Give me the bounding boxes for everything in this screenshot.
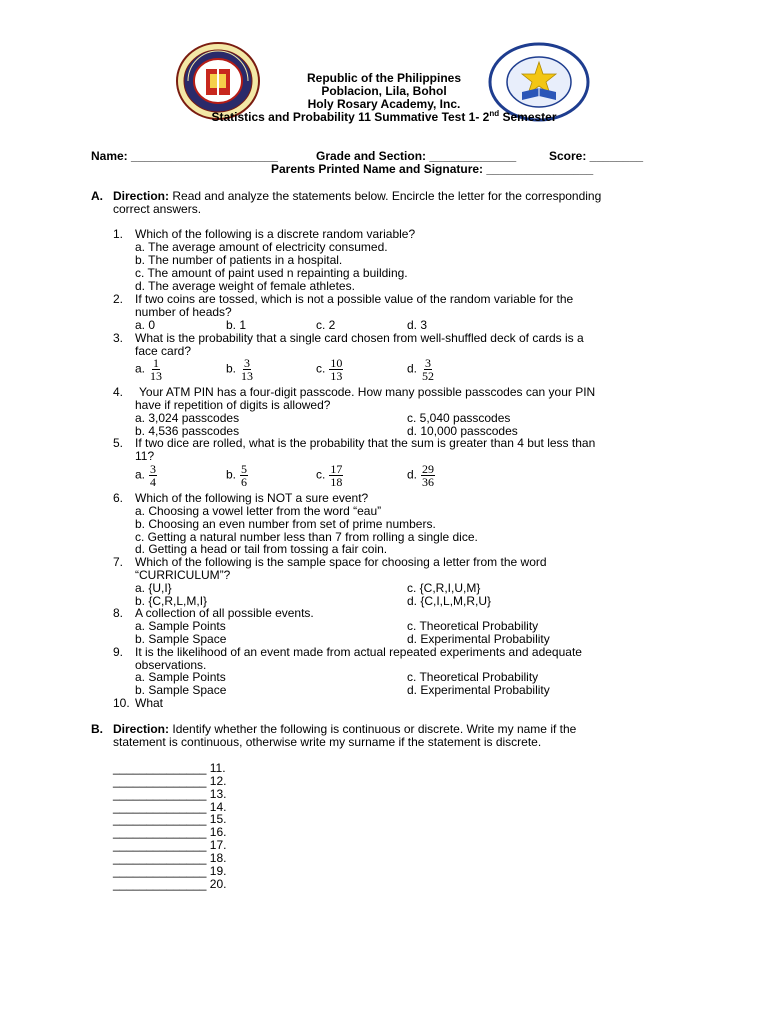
section-b-letter: B.: [91, 722, 103, 736]
section-a-direction-cont: correct answers.: [113, 202, 202, 216]
answer-blank[interactable]: ______________ 16.: [113, 825, 227, 839]
header-address: Poblacion, Lila, Bohol: [321, 84, 447, 98]
question-text: If two coins are tossed, which is not a possible value of the random variable for the: [135, 292, 574, 306]
option: d. 10,000 passcodes: [407, 424, 518, 438]
option-fraction: d. $\frac{3}{52}$: [407, 356, 435, 383]
answer-blank[interactable]: ______________ 12.: [113, 774, 227, 788]
header-school: Holy Rosary Academy, Inc.: [307, 97, 461, 111]
question-number: 5.: [113, 436, 124, 450]
option: b. Choosing an even number from set of prime numbers.: [135, 517, 436, 531]
option-fraction: c. $\frac{10}{13}$: [316, 356, 343, 383]
question-text-cont: have if repetition of digits is allowed?: [135, 398, 331, 412]
question-number: 7.: [113, 555, 124, 569]
option: c. {C,R,I,U,M}: [407, 581, 481, 595]
question-text-cont: number of heads?: [135, 305, 232, 319]
answer-blank[interactable]: ______________ 14.: [113, 800, 227, 814]
header-test-title: Statistics and Probability 11 Summative Test 1- 2nd Semester: [211, 109, 557, 124]
option: c. 5,040 passcodes: [407, 411, 511, 425]
section-a-letter: A.: [91, 189, 103, 203]
section-a-direction: Direction: Read and analyze the statements below. Encircle the letter for the corresponding: [113, 189, 602, 203]
question-number: 3.: [113, 331, 124, 345]
option: c. Theoretical Probability: [407, 670, 539, 684]
question-text-cont: observations.: [135, 658, 207, 672]
parents-signature-field: Parents Printed Name and Signature: ________________: [271, 162, 594, 176]
question-number: 1.: [113, 227, 124, 241]
section-b-direction: Direction: Identify whether the following is continuous or discrete. Write my name if the: [113, 722, 577, 736]
question-text: It is the likelihood of an event made from actual repeated experiments and adequate: [135, 645, 582, 659]
option: c. Theoretical Probability: [407, 619, 539, 633]
answer-blank[interactable]: ______________ 19.: [113, 864, 227, 878]
option: a. The average amount of electricity consumed.: [135, 240, 388, 254]
question-text: Which of the following is the sample space for choosing a letter from the word: [135, 555, 547, 569]
option: b. Sample Space: [135, 632, 227, 646]
answer-blank[interactable]: ______________ 15.: [113, 812, 227, 826]
option-fraction: c. $\frac{17}{18}$: [316, 462, 343, 489]
question-text: A collection of all possible events.: [135, 606, 314, 620]
option-fraction: a. $\frac{1}{13}$: [135, 356, 163, 383]
option: c. 2: [316, 318, 336, 332]
option: d. Experimental Probability: [407, 683, 550, 697]
option-fraction: b. $\frac{3}{13}$: [226, 356, 254, 383]
question-text-cont: face card?: [135, 344, 192, 358]
option: c. Getting a natural number less than 7 from rolling a single dice.: [135, 530, 478, 544]
question-number: 2.: [113, 292, 124, 306]
option: a. 0: [135, 318, 156, 332]
option: a. Sample Points: [135, 670, 226, 684]
question-text-cont: “CURRICULUM”?: [135, 568, 231, 582]
answer-blank[interactable]: ______________ 17.: [113, 838, 227, 852]
question-text: If two dice are rolled, what is the probability that the sum is greater than 4 but less than: [135, 436, 596, 450]
header-republic: Republic of the Philippines: [306, 71, 461, 85]
option: a. Sample Points: [135, 619, 226, 633]
option: b. Sample Space: [135, 683, 227, 697]
option: a. {U,I}: [135, 581, 172, 595]
option: d. Experimental Probability: [407, 632, 550, 646]
option: d. The average weight of female athletes.: [135, 279, 355, 293]
question-text: What: [135, 696, 164, 710]
section-b-direction-cont: statement is continuous, otherwise write my surname if the statement is discrete.: [113, 735, 542, 749]
question-number: 10.: [113, 696, 130, 710]
answer-blank[interactable]: ______________ 20.: [113, 877, 227, 891]
option: b. {C,R,L,M,I}: [135, 594, 208, 608]
question-text: Which of the following is NOT a sure event?: [135, 491, 369, 505]
option: d. {C,I,L,M,R,U}: [407, 594, 492, 608]
question-number: 4.: [113, 385, 124, 399]
name-field: Name: ______________________: [91, 149, 278, 163]
option-fraction: b. $\frac{5}{6}$: [226, 462, 248, 489]
option: d. Getting a head or tail from tossing a fair coin.: [135, 542, 388, 556]
question-number: 8.: [113, 606, 124, 620]
question-number: 9.: [113, 645, 124, 659]
option: a. Choosing a vowel letter from the word “eau”: [135, 504, 382, 518]
question-text: What is the probability that a single card chosen from well-shuffled deck of cards is a: [135, 331, 584, 345]
question-text-cont: 11?: [135, 449, 155, 463]
option: b. The number of patients in a hospital.: [135, 253, 343, 267]
option: b. 4,536 passcodes: [135, 424, 240, 438]
question-text: Your ATM PIN has a four-digit passcode. How many possible passcodes can your PIN: [139, 385, 596, 399]
grade-section-field: Grade and Section: _____________: [316, 149, 517, 163]
answer-blank[interactable]: ______________ 13.: [113, 787, 227, 801]
answer-blank[interactable]: ______________ 18.: [113, 851, 227, 865]
question-number: 6.: [113, 491, 124, 505]
answer-blank[interactable]: ______________ 11.: [113, 761, 226, 775]
option-fraction: a. $\frac{3}{4}$: [135, 462, 157, 489]
option: d. 3: [407, 318, 428, 332]
option: c. The amount of paint used n repainting a building.: [135, 266, 408, 280]
option-fraction: d. $\frac{29}{36}$: [407, 462, 435, 489]
score-field: Score: ________: [549, 149, 644, 163]
question-text: Which of the following is a discrete random variable?: [135, 227, 416, 241]
option: b. 1: [226, 318, 247, 332]
option: a. 3,024 passcodes: [135, 411, 240, 425]
